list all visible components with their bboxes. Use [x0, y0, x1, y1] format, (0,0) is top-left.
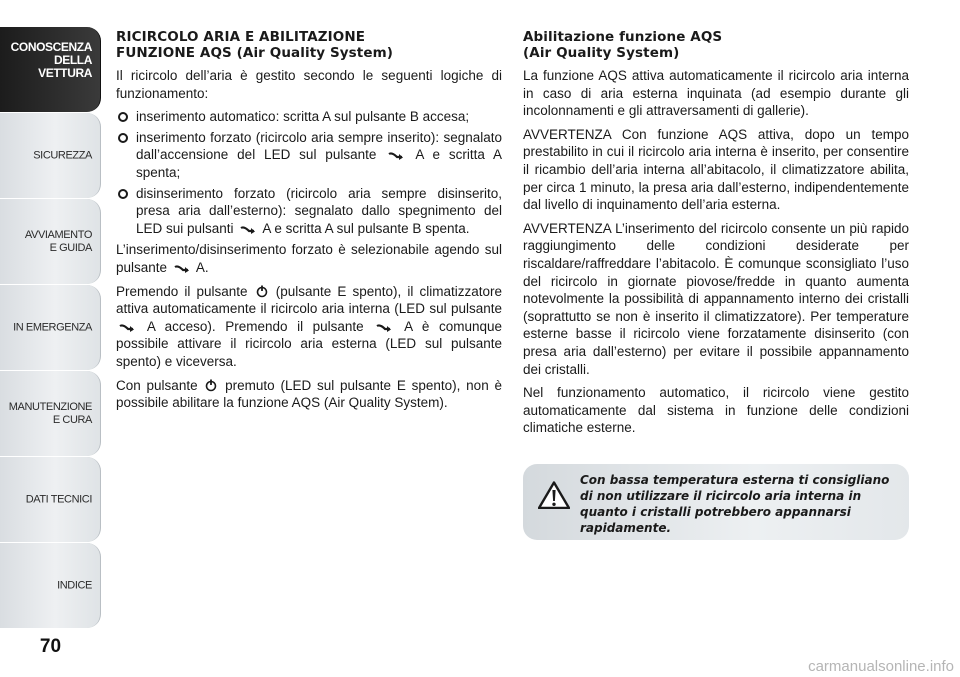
paragraph — [116, 377, 502, 412]
tab-label: IN EMERGENZA — [13, 321, 92, 333]
tab-label: DATI TECNICI — [25, 493, 92, 505]
paragraph-text: Premendo il pulsante — [116, 283, 248, 299]
list-item-text: inserimento automatico: scritta A sul pulsante B accesa; — [136, 109, 470, 125]
list-item — [116, 129, 502, 182]
tab-indice[interactable] — [0, 543, 101, 628]
paragraph-text: Con pulsante — [116, 377, 198, 393]
tab-label: SICUREZZA — [33, 149, 92, 161]
tab-conoscenza-della-vettura[interactable] — [0, 27, 101, 112]
paragraph — [116, 241, 502, 276]
bullet-circle-icon — [118, 189, 128, 199]
paragraph: AVVERTENZA Con funzione AQS attiva, dopo un tempo prestabilito in cui il ricircolo aria interna è inserito, per consentire il ricambio dell’aria interna all’abitacolo, il climatizzatore abilita, per circa 1 minuto, la presa aria dall’esterno, indipendentemente dal livello di inquinamento dell’aria esterna. — [523, 126, 909, 213]
paragraph-text: L’inserimento/disinserimento forzato è selezionabile agendo sul pulsante — [116, 242, 502, 275]
list-item-text: inserimento forzato (ricircolo aria sempre inserito): segnalato dall’accensione del LED sul pulsante — [136, 129, 502, 163]
recirculation-icon — [375, 323, 393, 333]
tab-dati-tecnici[interactable] — [0, 457, 101, 542]
paragraph-text: A acceso). Premendo il pulsante — [146, 318, 364, 334]
intro-paragraph: Il ricircolo dell’aria è gestito secondo le seguenti logiche di funzionamento: — [116, 68, 502, 101]
warning-triangle-icon — [538, 481, 570, 509]
left-column — [116, 29, 502, 418]
tab-avviamento-e-guida[interactable] — [0, 199, 101, 284]
warning-box — [523, 464, 909, 540]
paragraph-text: A è comunque possibile attivare il ricircolo aria esterna (LED sul pulsante spento) e viceversa. — [116, 318, 502, 369]
recirculation-icon — [173, 264, 191, 274]
paragraph — [116, 283, 502, 371]
recirculation-icon — [118, 323, 136, 333]
paragraph: La funzione AQS attiva automaticamente il ricircolo aria interna in caso di aria esterna inquinata (ad esempio durante gli incolonnamenti e gli attraversamenti di gallerie). — [523, 68, 909, 119]
list-item-text: A e scritta A spenta; — [136, 147, 502, 180]
warning-text: Con bassa temperatura esterna ti consigliano di non utilizzare il ricircolo aria interna in quanto i cristalli potrebbero appannarsi rapidamente. — [580, 473, 890, 535]
paragraph-text: (pulsante E spento), il climatizzatore attiva automaticamente il ricircolo aria interna (LED sul pulsante — [116, 283, 502, 317]
recirculation-icon — [239, 225, 257, 235]
section-tabs — [0, 27, 101, 629]
right-column — [523, 29, 909, 443]
power-icon — [256, 285, 268, 298]
tab-sicurezza[interactable] — [0, 113, 101, 198]
power-icon — [205, 379, 217, 392]
recirculation-icon — [387, 151, 405, 161]
list-item — [116, 185, 502, 238]
page-number: 70 — [39, 636, 62, 657]
paragraph-text: A. — [195, 259, 209, 275]
tab-label: CONOSCENZA DELLA VETTURA — [10, 40, 92, 80]
tab-label: AVVIAMENTO E GUIDA — [24, 228, 92, 254]
list-item-text: A e scritta A sul pulsante B spenta. — [262, 220, 470, 236]
tab-manutenzione-e-cura[interactable] — [0, 371, 101, 456]
bullet-circle-icon — [118, 112, 128, 122]
section-heading: RICIRCOLO ARIA E ABILITAZIONE FUNZIONE AQS (Air Quality System) — [116, 29, 394, 61]
mode-list — [116, 108, 502, 237]
list-item-text: disinserimento forzato (ricircolo aria sempre disinserito, presa aria dall’esterno): segnalato dallo spegnimento del LED sui pulsanti — [136, 185, 502, 236]
paragraph: AVVERTENZA L’inserimento del ricircolo consente un più rapido raggiungimento delle condizioni desiderate per riscaldare/raffreddare l’abitacolo. È comunque sconsigliato l’uso del ricircolo in giornate piovose/fredde in quanto aumenta notevolmente la possibilità di appannamento interno dei cristalli (soprattutto se non è inserito il climatizzatore). Per temperature esterne basse il ricircolo viene forzatamente disinserito (con presa aria dall’esterno) per evitare il possibile appannamento dei cristalli. — [523, 220, 909, 377]
watermark: carmanualsonline.info — [808, 658, 954, 675]
bullet-circle-icon — [118, 133, 128, 143]
subsection-heading: Abilitazione funzione AQS (Air Quality System) — [523, 29, 723, 61]
list-item — [116, 108, 502, 126]
tab-label: INDICE — [57, 579, 92, 591]
tab-label: MANUTENZIONE E CURA — [8, 400, 92, 426]
paragraph-text: premuto (LED sul pulsante E spento), non è possibile abilitare la funzione AQS (Air Quality System). — [116, 377, 502, 411]
paragraph: Nel funzionamento automatico, il ricircolo viene gestito automaticamente dal sistema in funzione delle condizioni climatiche esterne. — [523, 385, 909, 436]
tab-in-emergenza[interactable] — [0, 285, 101, 370]
